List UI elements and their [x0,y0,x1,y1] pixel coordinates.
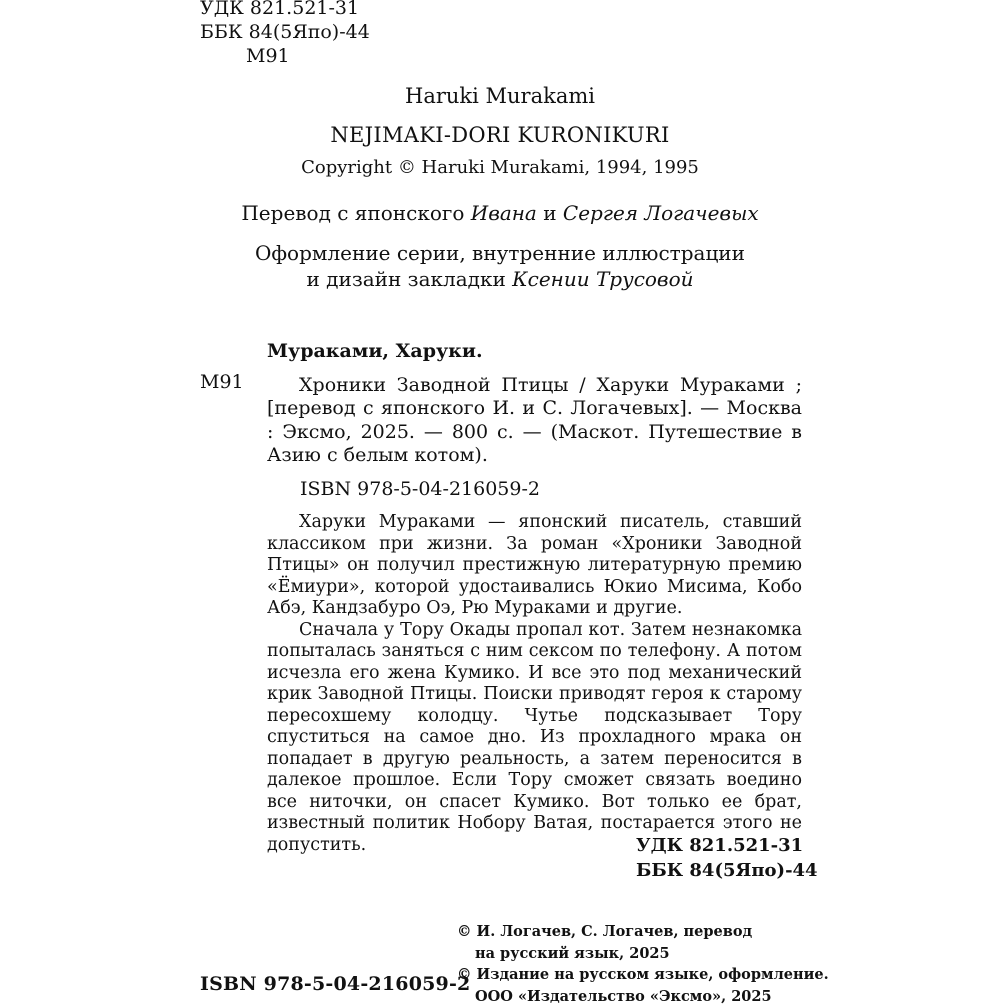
udk-code: УДК 821.521-31 [200,0,370,20]
bbk-code-bottom: ББК 84(5Япо)-44 [636,858,818,883]
copyright-notices [457,921,829,1007]
design-line-2-prefix: и дизайн закладки [306,267,512,291]
bbk-code: ББК 84(5Япо)-44 [200,20,370,44]
copyright-translation-line-2: на русский язык, 2025 [457,943,829,965]
author-mark: М91 [200,44,370,68]
bibliographic-isbn: ISBN 978-5-04-216059-2 [300,478,540,500]
designer-name: Ксении Трусовой [512,267,693,291]
design-line-2 [0,266,1000,292]
translator-2: Сергея Логачевых [563,201,759,225]
copyright-edition-line-1: © Издание на русском языке, оформление. [457,964,829,986]
translation-and: и [537,201,563,225]
original-author: Haruki Murakami [0,84,1000,108]
annotation [267,512,802,856]
udk-code-bottom: УДК 821.521-31 [636,833,818,858]
bibliographic-description: Хроники Заводной Птицы / Харуки Мураками ; [перевод с японского И. и С. Логачевых]. — Москва : Эксмо, 2025. — 800 с. — (Маскот. Путешествие в Азию с белым котом). [267,374,802,468]
copyright-edition-line-2: ООО «Издательство «Эксмо», 2025 [457,986,829,1007]
classification-codes-top [200,0,370,68]
annotation-paragraph-1: Харуки Мураками — японский писатель, ставший классиком при жизни. За роман «Хроники Заводной Птицы» он получил престижную литературную премию «Ёмиури», которой удостаивались Юкио Мисима, Кобо Абэ, Кандзабуро Оэ, Рю Мураками и другие. [267,512,802,620]
bibliographic-record [267,340,802,468]
translation-prefix: Перевод с японского [241,201,470,225]
original-copyright: Copyright © Haruki Murakami, 1994, 1995 [0,157,1000,178]
original-title: NEJIMAKI-DORI KURONIKURI [0,123,1000,147]
footer-isbn: ISBN 978-5-04-216059-2 [200,973,470,995]
translation-credit [0,201,1000,225]
design-credit [0,240,1000,292]
design-line-1: Оформление серии, внутренние иллюстрации [0,240,1000,266]
annotation-paragraph-2: Сначала у Тору Окады пропал кот. Затем незнакомка попыталась заняться с ним сексом по телефону. А потом исчезла его жена Кумико. И все это под механический крик Заводной Птицы. Поиски приводят героя к старому пересохшему колодцу. Чутье подсказывает Тору спуститься на самое дно. Из прохладного мрака он попадает в другую реальность, а затем переносится в далекое прошлое. Если Тору сможет связать воедино все ниточки, он спасет Кумико. Вот только ее брат, известный политик Нобору Ватая, постарается этого не допустить. [267,620,802,857]
classification-codes-bottom [636,833,818,883]
translator-1: Ивана [471,201,537,225]
bibliographic-author-heading: Мураками, Харуки. [267,340,802,364]
bibliographic-author-mark: М91 [200,371,244,393]
copyright-translation-line-1: © И. Логачев, С. Логачев, перевод [457,921,829,943]
